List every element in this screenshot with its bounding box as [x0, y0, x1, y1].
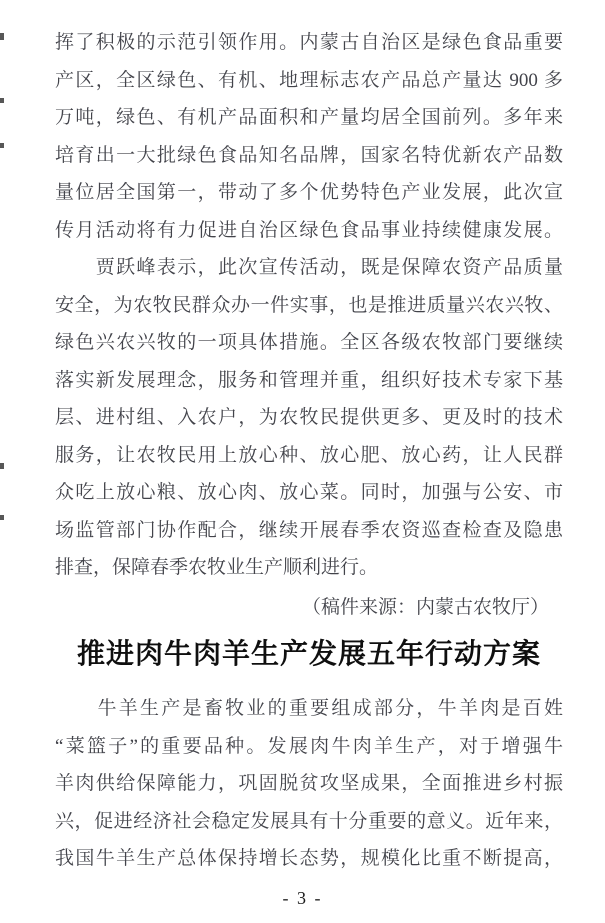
source-attribution: （稿件来源：内蒙古农牧厅） — [301, 596, 549, 618]
text-line: 产区，全区绿色、有机、地理标志农产品总产量达 900 多 — [55, 69, 563, 91]
scan-artifact — [0, 98, 4, 103]
text-line: 挥了积极的示范引领作用。内蒙古自治区是绿色食品重要 — [55, 32, 563, 53]
scan-artifact — [0, 515, 4, 520]
text-line: 落实新发展理念，服务和管理并重，组织好技术专家下基 — [55, 369, 563, 391]
paragraph-green-food — [55, 24, 563, 249]
article-title: 推进肉牛肉羊生产发展五年行动方案 — [76, 638, 541, 669]
text-line: 培育出一大批绿色食品知名品牌，国家名特优新农产品数 — [55, 144, 563, 166]
text-line: 量位居全国第一，带动了多个优势特色产业发展，此次宣 — [55, 182, 563, 203]
paragraph-cattle-sheep-production — [55, 690, 563, 878]
text-line: “菜篮子”的重要品种。发展肉牛肉羊生产，对于增强牛 — [55, 735, 563, 757]
text-line: 兴，促进经济社会稳定发展具有十分重要的意义。近年来， — [55, 810, 563, 832]
text-line: 传月活动将有力促进自治区绿色食品事业持续健康发展。 — [55, 219, 563, 241]
text-line: 服务，让农牧民用上放心种、放心肥、放心药，让人民群 — [55, 444, 563, 466]
scan-artifact — [0, 143, 4, 148]
paragraph-jia-yuefeng-remarks — [55, 249, 563, 587]
text-line: 贾跃峰表示，此次宣传活动，既是保障农资产品质量 — [55, 257, 563, 278]
text-line: 安全，为农牧民群众办一件实事，也是推进质量兴农兴牧、 — [55, 294, 563, 316]
text-line: 众吃上放心粮、放心肉、放心菜。同时，加强与公安、市 — [55, 482, 563, 503]
text-line: 万吨，绿色、有机产品面积和产量均居全国前列。多年来 — [55, 107, 563, 128]
text-line: 绿色兴农兴牧的一项具体措施。全区各级农牧部门要继续 — [55, 332, 563, 353]
scan-artifact — [0, 463, 4, 469]
text-line: 我国牛羊生产总体保持增长态势，规模化比重不断提高， — [55, 848, 563, 869]
text-line: 牛羊生产是畜牧业的重要组成部分，牛羊肉是百姓 — [55, 698, 563, 719]
text-line: 羊肉供给保障能力，巩固脱贫攻坚成果，全面推进乡村振 — [55, 773, 563, 794]
page-content — [55, 24, 563, 878]
scan-artifact — [0, 33, 4, 40]
page-number: - 3 - — [282, 888, 323, 908]
text-line: 排查，保障春季农牧业生产顺利进行。 — [55, 557, 379, 578]
text-line: 层、进村组、入农户，为农牧民提供更多、更及时的技术 — [55, 407, 563, 428]
text-line: 场监管部门协作配合，继续开展春季农资巡查检查及隐患 — [55, 519, 563, 541]
